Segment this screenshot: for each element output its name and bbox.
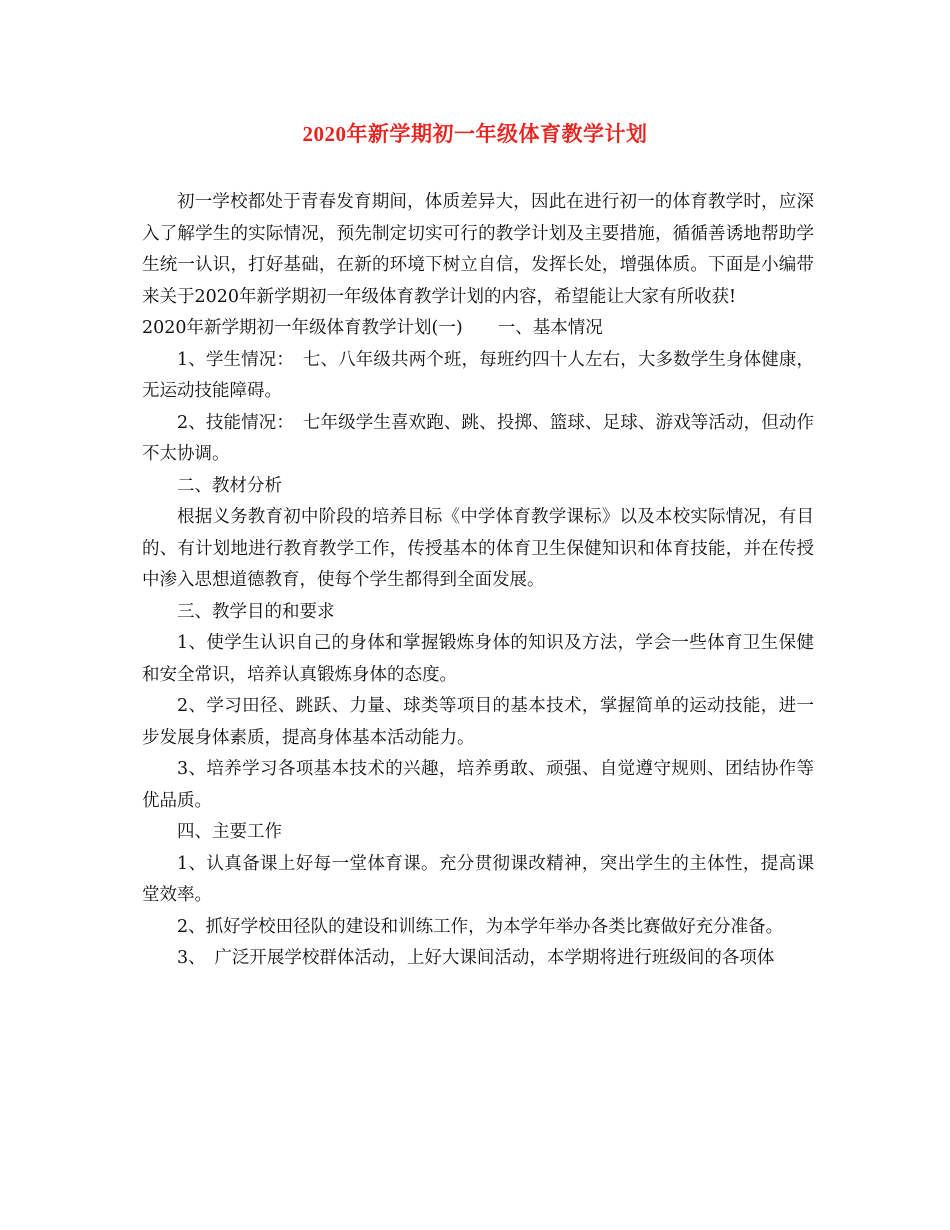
- section-heading-plan-one: 2020年新学期初一年级体育教学计划(一) 一、基本情况: [142, 318, 603, 338]
- work-item-1: 1、认真备课上好每一堂体育课。充分贯彻课改精神，突出学生的主体性，提高课堂效率。: [142, 853, 814, 905]
- skill-situation-paragraph: 2、技能情况： 七年级学生喜欢跑、跳、投掷、篮球、足球、游戏等活动，但动作不太协调。: [142, 412, 814, 464]
- section-heading-main-work: 四、主要工作: [177, 822, 282, 842]
- section-heading-goals: 三、教学目的和要求: [177, 601, 335, 622]
- work-item-2: 2、抓好学校田径队的建设和训练工作，为本学年举办各类比赛做好充分准备。: [177, 916, 784, 937]
- goal-item-3: 3、培养学习各项基本技术的兴趣，培养勇敢、顽强、自觉遵守规则、团结协作等优品质。: [142, 759, 814, 811]
- document-title: 2020年新学期初一年级体育教学计划: [302, 122, 648, 146]
- intro-paragraph: 初一学校都处于青春发育期间，体质差异大，因此在进行初一的体育教学时，应深入了解学生的实际情况，预先制定切实可行的教学计划及主要措施，循循善诱地帮助学生统一认识，打好基础，在新的环境下树立自信，发挥长处，增强体质。下面是小编带来关于2020年新学期初一年级体育教学计划的内容，希望能让大家有所收获!: [142, 192, 814, 307]
- document-body: [142, 187, 814, 975]
- goal-item-2: 2、学习田径、跳跃、力量、球类等项目的基本技术，掌握简单的运动技能，进一步发展身体素质，提高身体基本活动能力。: [142, 696, 814, 748]
- goal-item-1: 1、使学生认识自己的身体和掌握锻炼身体的知识及方法，学会一些体育卫生保健和安全常识，培养认真锻炼身体的态度。: [142, 633, 814, 685]
- materials-paragraph: 根据义务教育初中阶段的培养目标《中学体育教学课标》以及本校实际情况，有目的、有计划地进行教育教学工作，传授基本的体育卫生保健知识和体育技能，并在传授中渗入思想道德教育，使每个学生都得到全面发展。: [142, 507, 814, 590]
- student-situation-paragraph: 1、学生情况： 七、八年级共两个班，每班约四十人左右，大多数学生身体健康，无运动技能障碍。: [142, 349, 814, 401]
- work-item-3: 3、 广泛开展学校群体活动，上好大课间活动，本学期将进行班级间的各项体: [177, 948, 775, 968]
- section-heading-materials: 二、教材分析: [177, 475, 282, 496]
